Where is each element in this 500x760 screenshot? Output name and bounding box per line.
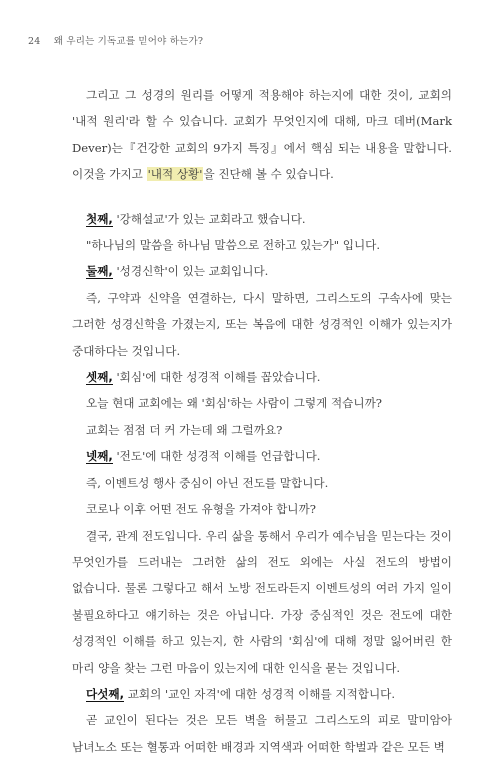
ordinal-fifth: 다섯째,: [86, 686, 125, 701]
intro-paragraph: [72, 82, 452, 188]
fourth-paragraph: 결국, 관계 전도입니다. 우리 삶을 통해서 우리가 예수님을 믿는다는 것이 무엇인가를 드러내는 그러한 삶의 전도 외에는 사실 전도의 방법이 없습니다. 물론 그렇다고 해서 노방 전도라든지 이벤트성의 여러 가지 일이 불필요하다고 얘기하는 것은 아닙니다. 가장 중심적인 것은 전도에 대한 성경적인 이해를 하고 있는지, 한 사람의 '회심'에 대해 정말 잃어버린 한 마리 양을 찾는 그런 마음이 있는지에 대한 인식을 묻는 것입니다.: [72, 528, 452, 675]
third-line-3: 교회는 점점 더 커 가는데 왜 그럴까요?: [86, 422, 283, 437]
point-fifth: [72, 681, 452, 707]
intro-text: 그리고 그 성경의 원리를 어떻게 적용해야 하는지에 대한 것이, 교회의 '내적 원리'라 할 수 있습니다. 교회가 무엇인지에 대해, 마크 데버(Mark Dever)는『건강한 교회의 9가지 특징』에서 핵심 되는 내용을 말합니다. 이것을 가지고: [72, 88, 452, 182]
point-fourth: [72, 443, 452, 469]
fourth-line-2: 즉, 이벤트성 행사 중심이 아닌 전도를 말합니다.: [86, 475, 329, 490]
running-header: [28, 33, 203, 47]
quote-line: "하나님의 말씀을 하나님 말씀으로 전하고 있는가" 입니다.: [86, 238, 381, 253]
third-line-2: 오늘 현대 교회에는 왜 '회심'하는 사람이 그렇게 적습니까?: [86, 396, 382, 411]
highlighted-phrase: '내적 상황': [147, 167, 203, 182]
page-number: 24: [28, 36, 41, 47]
running-title: 왜 우리는 기독교를 믿어야 하는가?: [53, 36, 204, 47]
point-first-text: '강해설교'가 있는 교회라고 했습니다.: [112, 211, 306, 226]
point-second: [72, 258, 452, 284]
point-second-text: '성경신학'이 있는 교회입니다.: [112, 264, 269, 279]
ordinal-third: 셋째,: [86, 370, 113, 385]
ordinal-second: 둘째,: [86, 264, 113, 279]
intro-text-end: 을 진단해 볼 수 있습니다.: [203, 167, 334, 182]
point-fourth-text: '전도'에 대한 성경적 이해를 언급합니다.: [112, 449, 321, 464]
point-fifth-text: 교회의 '교인 자격'에 대한 성경적 이해를 지적합니다.: [124, 686, 396, 701]
body-text: [72, 82, 452, 760]
fifth-paragraph: 곧 교인이 된다는 것은 모든 벽을 허물고 그리스도의 피로 말미암아 남녀노소 또는 혈통과 어떠한 배경과 지역색과 어떠한 학벌과 같은 모든 벽: [72, 713, 452, 754]
point-third-text: '회심'에 대한 성경적 이해를 꼽았습니다.: [112, 370, 321, 385]
paragraph-gap: [72, 188, 452, 206]
ordinal-first: 첫째,: [86, 211, 113, 226]
point-first: [72, 206, 452, 232]
ordinal-fourth: 넷째,: [86, 449, 113, 464]
fourth-line-3: 코로나 이후 어떤 전도 유형을 가져야 합니까?: [86, 502, 316, 517]
second-paragraph: 즉, 구약과 신약을 연결하는, 다시 말하면, 그리스도의 구속사에 맞는 그러한 성경신학을 가졌는지, 또는 복음에 대한 성경적인 이해가 있는지가 중대하다는 것입니다.: [72, 290, 452, 358]
point-third: [72, 364, 452, 390]
